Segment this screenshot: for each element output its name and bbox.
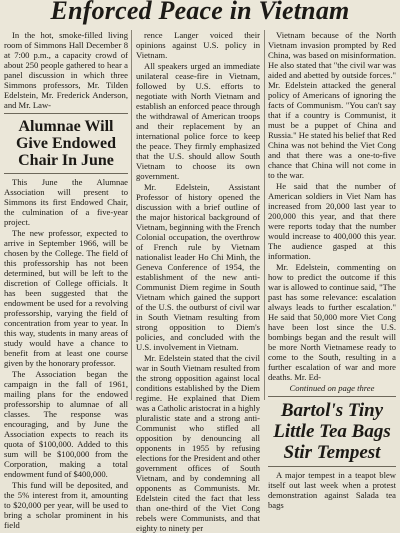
vietnam-paragraph: He said that the number of American soldiers in Viet Nam has increased from 20,000 last year to 200,000 this year, and that there were reports today that the number would increase to 400,000 this year. The audience gasped at this information.: [268, 181, 396, 261]
vietnam-paragraph: Vietnam because of the North Vietnam invasion prompted by Red China, was based on misinformation. He also stated that "the civil war was aided and abetted by outside forces." Mr. Edelstein attacked the general policy of Americans of ignoring the facts of Communism. "You can't say that if a country is Communist, it must be a puppet of China and Russia." He stated his belief that Red China was not behind the Viet Cong and that there was a one-to-five chance that China will not come in to the war.: [268, 30, 396, 180]
column-one: [4, 30, 128, 530]
vietnam-paragraph: Mr. Edelstein, Assistant Professor of history opened the discussion with a brief outline of the major historical background of Vietnam, beginning with the French Colonial occupation, the overthrow of French rule by Vietnam nationalist leader Ho Chi Minh, the Geneva Conference of 1954, the establishment of the new anti-Communist Diem regime in South Vietnam which gained the support of the U.S. the outburst of civil war in South Vietnam resulting from strong opposition to Diem's policies, and concluded with the U.S. involvement in Vietnam.: [136, 182, 260, 352]
vietnam-paragraph: Mr. Edelstein, commenting on how to predict the outcome if this war is allowed to continue said, "The past has some relevance: escalation always leads to further escalation." He said that 50,000 more Viet Cong have been lost since the U.S. bombings began and the result will be more North Vietnamese ready to come to the South, resulting in a further escalation of war and more deaths. Mr. Ed-: [268, 262, 396, 382]
horizontal-rule: [268, 396, 396, 397]
alumnae-paragraph: This June the Alumnae Association will present to Simmons its first Endowed Chair, the culmination of a five-year project.: [4, 177, 128, 227]
column-two: [136, 30, 260, 533]
bartol-headline: Bartol's Tiny Little Tea Bags Stir Tempest: [273, 400, 391, 463]
column-three: [268, 30, 396, 510]
vietnam-article-intro: In the hot, smoke-filled living room of Simmons Hall December 8 at 7:00 p.m., a capacity crowd of about 250 people gathered to hear a panel discussion in which three Simmons professors, Mr. Tilden Edelstein, Mr. Frederick Anderson, and Mr. Law-: [4, 30, 128, 110]
vietnam-paragraph: Mr. Edelstein stated that the civil war in South Vietnam resulted from the strong opposition against local conditions established by the Diem regime. He explained that Diem was a Catholic aristocrat in a highly pluralistic state and a strong anti-Communist who stifled all opposition by denouncing all opponents in 1955 by refusing elections for the President and other government offices of South Vietnam, and by condemning all opponents as Communists. Mr. Edelstein cited the fact that less than one-third of the Viet Cong rebels were Communists, and that eighty to ninety per: [136, 353, 260, 533]
alumnae-paragraph: The Association began the campaign in the fall of 1961, mailing plans for the endowed professorship to alumnae of all classes. The response was encouraging, and by June the Association expects to reach its quota of $100,000. Added to this sum will be $100,000 from the Corporation, making a total endowment fund of $400,000.: [4, 369, 128, 479]
vietnam-paragraph: rence Langer voiced their opinions against U.S. policy in Vietnam.: [136, 30, 260, 60]
horizontal-rule: [4, 113, 128, 114]
main-headline: Enforced Peace in Vietnam: [50, 0, 350, 25]
horizontal-rule: [4, 173, 128, 174]
bartol-paragraph: A major tempest in a teapot blew itself out last week when a protest demonstration against Salada tea bags: [268, 470, 396, 510]
column-divider: [131, 30, 132, 400]
alumnae-paragraph: This fund will be deposited, and the 5% interest from it, amounting to $20,000 per year, will be used to bring a scholar prominent in his field: [4, 480, 128, 530]
column-divider: [264, 30, 265, 400]
horizontal-rule: [268, 466, 396, 467]
vietnam-paragraph: All speakers urged an immediate unilateral cease-fire in Vietnam, followed by U.S. efforts to negotiate with North Vietnam and establish an enforced peace through the withdrawal of American troops and their replacement by an international police force to keep the peace. They firmly emphasized that the U.S. should allow South Vietnam to choose its own government.: [136, 61, 260, 181]
continued-notice: Continued on page three: [289, 383, 375, 393]
alumnae-headline: Alumnae Will Give Endowed Chair In June: [15, 118, 116, 169]
alumnae-paragraph: The new professor, expected to arrive in September 1966, will be chosen by the College. The field of this professorship has not been determined, but will be left to the discretion of College officials. It has been suggested that the endowment be used for a revolving professorship, varying the field of concentration from year to year. In this way, students in many areas of study would have a chance to benefit from at least one course given by the honorary professor.: [4, 228, 128, 368]
